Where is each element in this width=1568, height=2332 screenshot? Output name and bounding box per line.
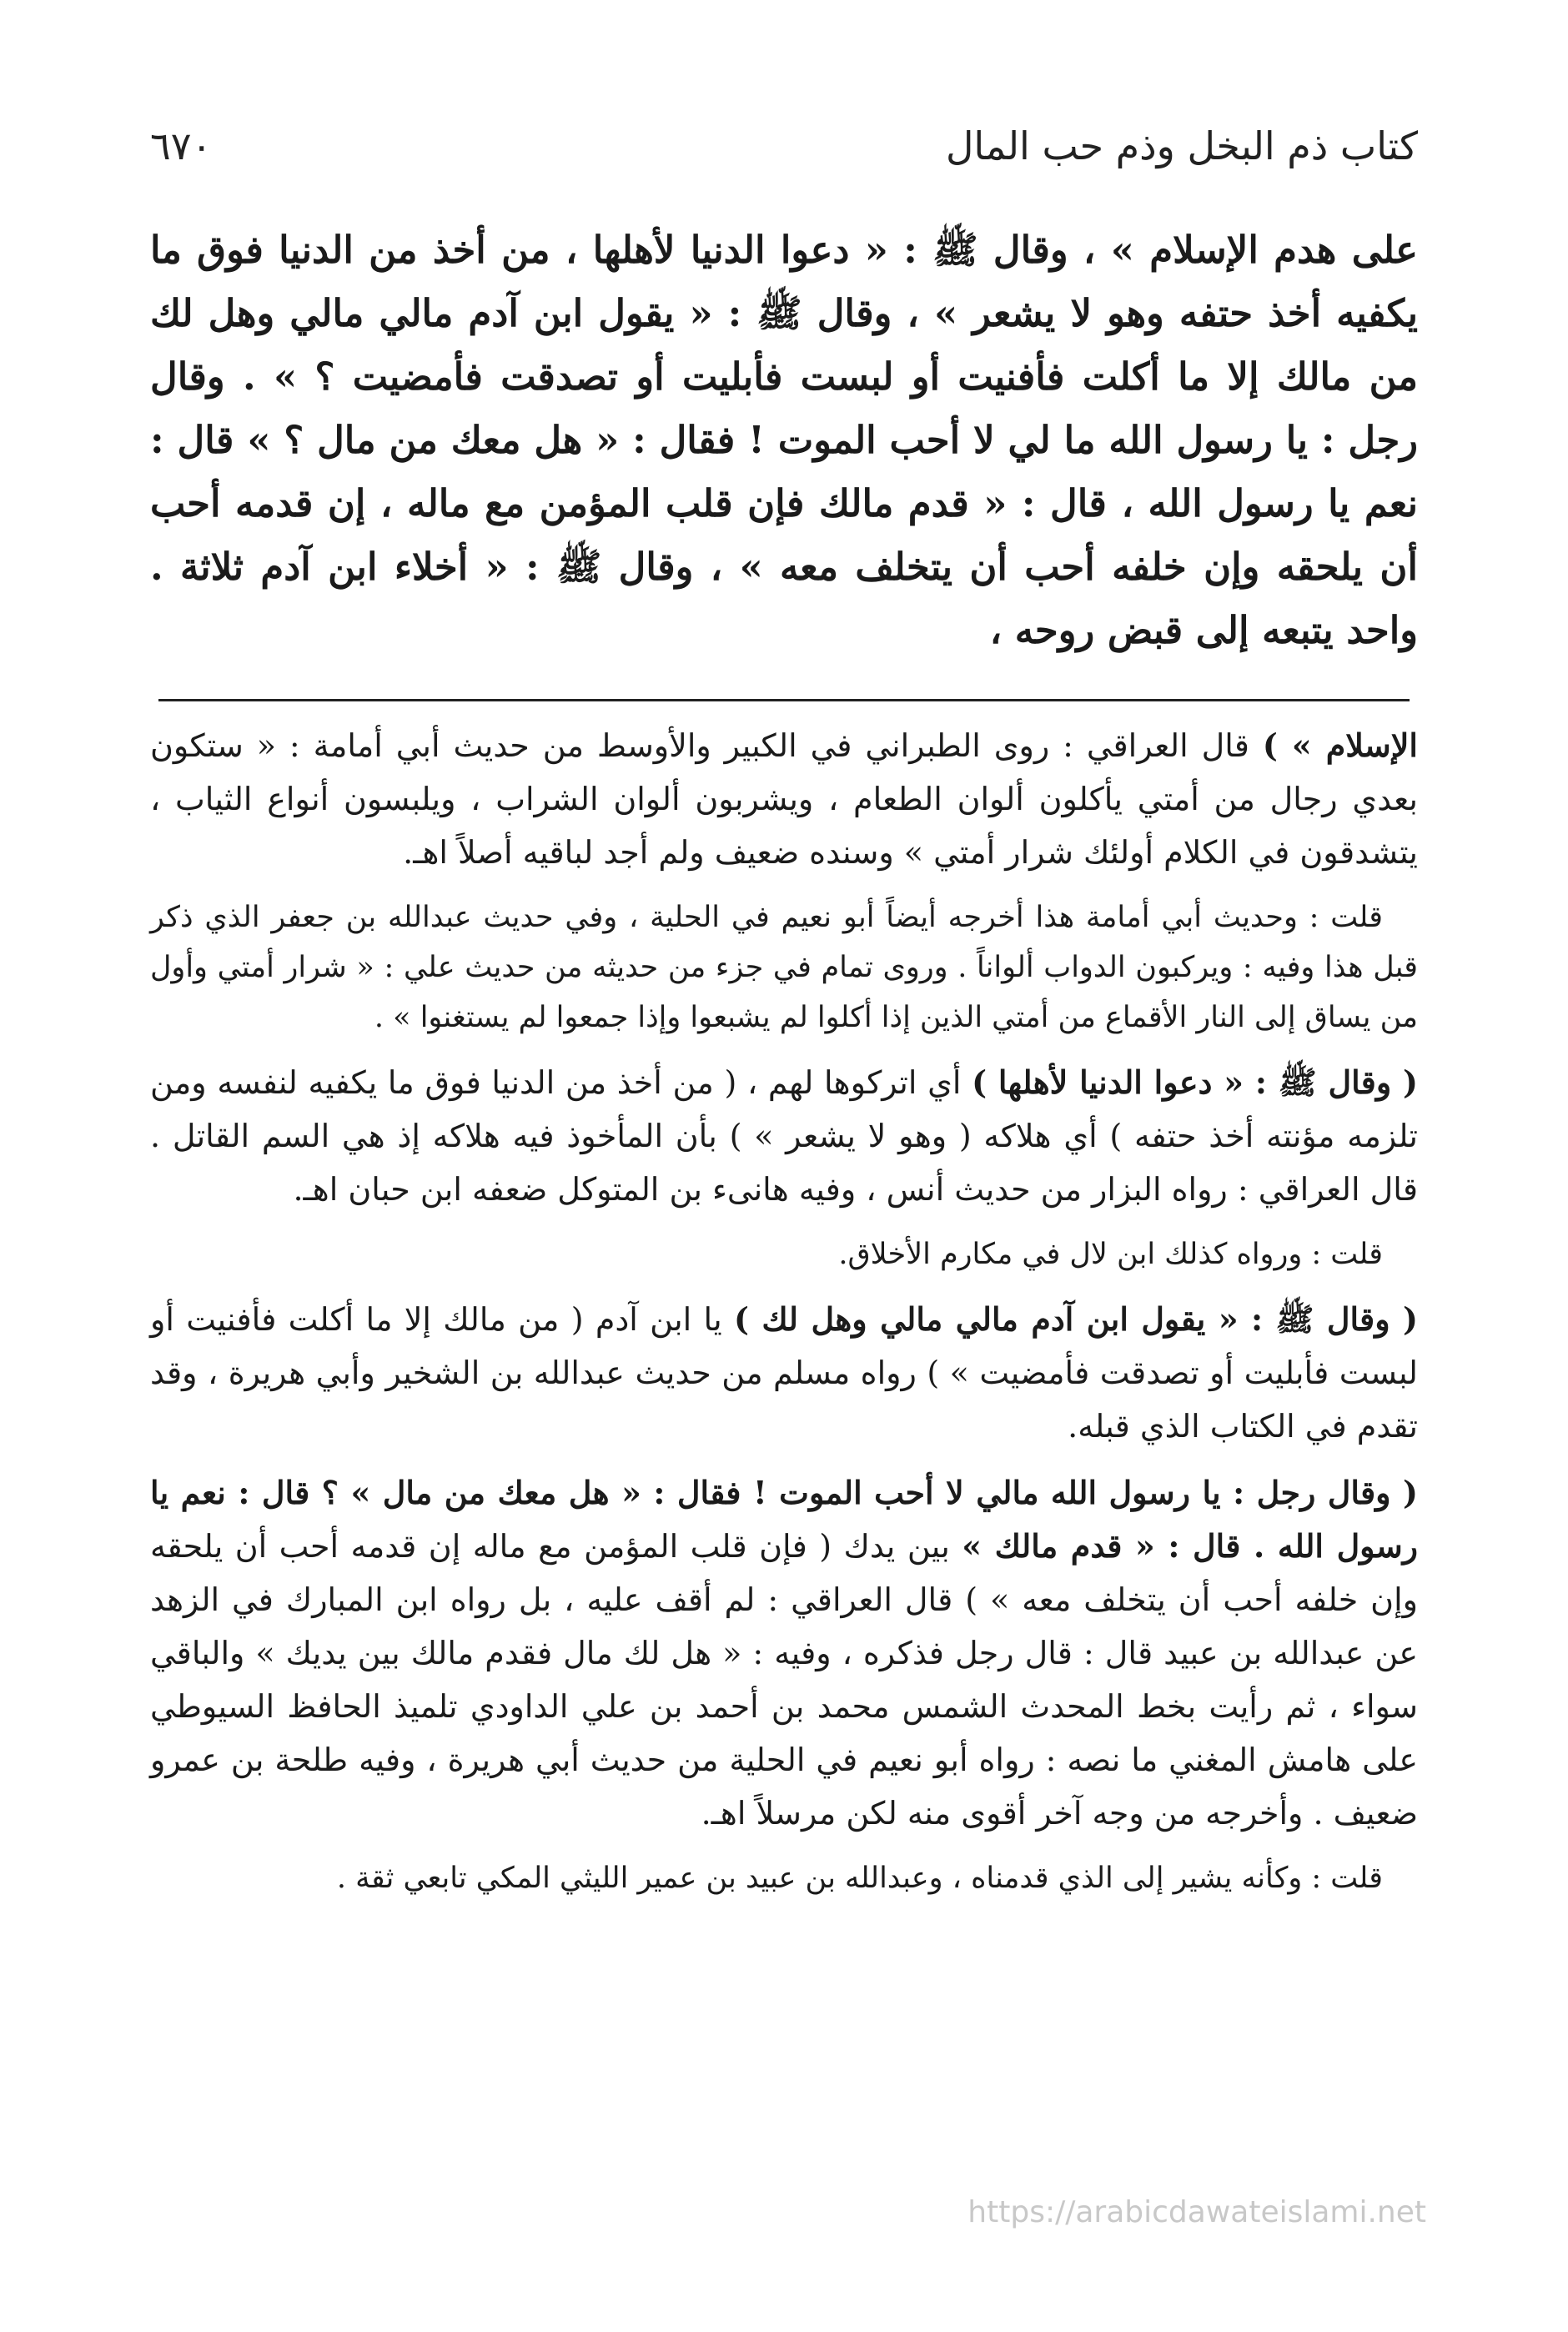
commentary-quote: ( وقال رجل : يا رسول الله مالي لا أحب الموت ! فقال : « هل معك من مال » ؟ قال : نعم يا رسول الله . قال : « قدم مالك » (150, 1474, 1419, 1565)
commentary-paragraph-3 (150, 1056, 1418, 1216)
commentary-text: قلت : ورواه كذلك ابن لال في مكارم الأخلاق. (838, 1238, 1383, 1271)
commentary-text: يا ابن آدم ( من مالك إلا ما أكلت فأفنيت أو لبست فأبليت أو تصدقت فأمضيت » ) رواه مسلم من حديث عبدالله بن الشخير وأبي هريرة ، وقد تقدم في الكتاب الذي قبله. (150, 1301, 1418, 1445)
commentary-paragraph-2 (150, 892, 1418, 1043)
page-number: ٦٧٠ (150, 123, 213, 168)
commentary-text: قلت : وحديث أبي أمامة هذا أخرجه أيضاً أبو نعيم في الحلية ، وفي حديث عبدالله بن جعفر الذي ذكر قبل هذا وفيه : ويركبون الدواب ألواناً . وروى تمام في جزء من حديثه من حديث علي : « شرار أمتي وأول من يساق إلى النار الأقماع من أمتي الذين إذا أكلوا لم يشبعوا وإذا جمعوا لم يستغنوا » . (150, 901, 1418, 1034)
commentary-section (150, 719, 1418, 1917)
watermark-url: https://arabicdawateislami.net (967, 2195, 1426, 2229)
commentary-text: قال العراقي : روى الطبراني في الكبير والأوسط من حديث أبي أمامة : « ستكون بعدي رجال من أمتي يأكلون ألوان الطعام ، ويشربون ألوان الشراب ، ويلبسون أنواع الثياب ، يتشدقون في الكلام أولئك شرار أمتي » وسنده ضعيف ولم أجد لباقيه أصلاً اهـ. (150, 727, 1418, 871)
commentary-paragraph-4 (150, 1229, 1418, 1279)
commentary-quote: الإسلام » ) (1262, 726, 1418, 764)
commentary-text: بين يدك ( فإن قلب المؤمن مع ماله إن قدمه أحب أن يلحقه وإن خلفه أحب أن يتخلف معه » ) قال العراقي : لم أقف عليه ، بل رواه ابن المبارك في الزهد عن عبدالله بن عبيد قال : قال رجل فذكره ، وفيه : « هل لك مال فقدم مالك بين يديك » والباقي سواء ، ثم رأيت بخط المحدث الشمس محمد بن أحمد بن علي الداودي تلميذ الحافظ السيوطي على هامش المغني ما نصه : رواه أبو نعيم في الحلية من حديث أبي هريرة ، وفيه طلحة بن عمرو ضعيف . وأخرجه من وجه آخر أقوى منه لكن مرسلاً اهـ. (150, 1528, 1418, 1832)
commentary-paragraph-1 (150, 719, 1418, 879)
commentary-paragraph-7 (150, 1853, 1418, 1903)
commentary-paragraph-6 (150, 1466, 1418, 1840)
main-text-body: على هدم الإسلام » ، وقال ﷺ : « دعوا الدنيا لأهلها ، من أخذ من الدنيا فوق ما يكفيه أخذ حتفه وهو لا يشعر » ، وقال ﷺ : « يقول ابن آدم مالي مالي وهل لك من مالك إلا ما أكلت فأفنيت أو لبست فأبليت أو تصدقت فأمضيت ؟ » . وقال رجل : يا رسول الله ما لي لا أحب الموت ! فقال : « هل معك من مال ؟ » قال : نعم يا رسول الله ، قال : « قدم مالك فإن قلب المؤمن مع ماله ، إن قدمه أحب أن يلحقه وإن خلفه أحب أن يتخلف معه » ، وقال ﷺ : « أخلاء ابن آدم ثلاثة . واحد يتبعه إلى قبض روحه ، (150, 228, 1418, 652)
commentary-text: أي اتركوها لهم ، ( من أخذ من الدنيا فوق ما يكفيه لنفسه ومن تلزمه مؤنته أخذ حتفه ) أي هلاكه ( وهو لا يشعر » ) بأن المأخوذ فيه هلاكه إذ هي السم القاتل . قال العراقي : رواه البزار من حديث أنس ، وفيه هانىء بن المتوكل ضعفه ابن حبان اهـ. (150, 1064, 1418, 1208)
running-header-title: كتاب ذم البخل وذم حب المال (946, 123, 1418, 168)
commentary-quote: ( وقال ﷺ : « دعوا الدنيا لأهلها ) (972, 1063, 1418, 1101)
commentary-text: قلت : وكأنه يشير إلى الذي قدمناه ، وعبدالله بن عبيد بن عمير الليثي المكي تابعي ثقة . (336, 1862, 1383, 1895)
footnote-separator (158, 699, 1410, 701)
commentary-paragraph-5 (150, 1293, 1418, 1453)
commentary-quote: ( وقال ﷺ : « يقول ابن آدم مالي مالي وهل لك ) (733, 1300, 1418, 1338)
